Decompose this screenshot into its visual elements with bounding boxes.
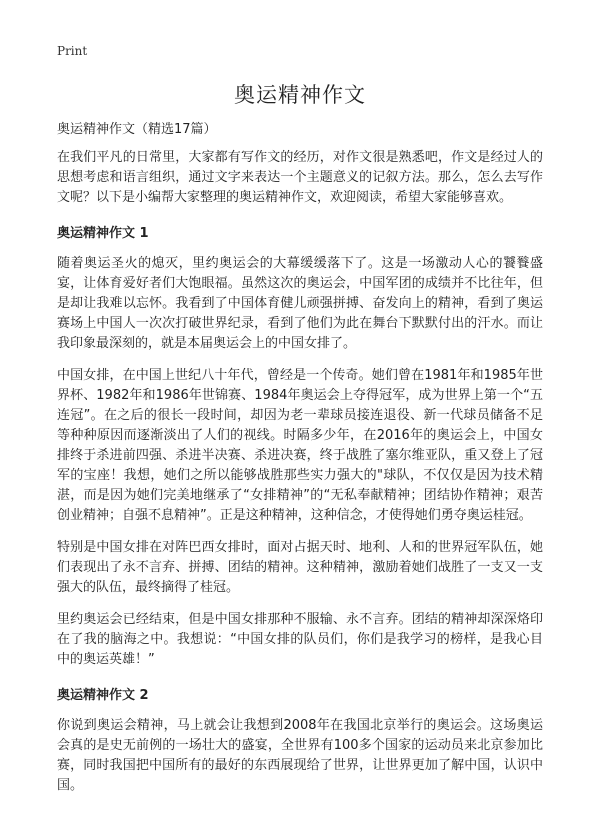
intro-paragraph: 在我们平凡的日常里，大家都有写作文的经历，对作文很是熟悉吧，作文是经过人的思想考虑和语言组织，通过文字来表达一个主题意义的记叙方法。那么，怎么去写作文呢？以下是小编帮大家整理的奥运精神作文，欢迎阅读，希望大家能够喜欢。 — [57, 150, 543, 205]
section-1-paragraph-1: 随着奥运圣火的熄灭，里约奥运会的大幕缓缓落下了。这是一场激动人心的饕餮盛宴，让体育爱好者们大饱眼福。虽然这次的奥运会，中国军团的成绩并不比往年，但是却让我难以忘怀。我看到了中国体育健儿顽强拼搏、奋发向上的精神，看到了奥运赛场上中国人一次次打破世界纪录，看到了他们为此在舞台下默默付出的汗水。而让我印象最深刻的，就是本届奥运会上的中国女排了。 — [57, 256, 543, 351]
article-subtitle: 奥运精神作文（精选17篇） — [57, 122, 217, 137]
article-body — [57, 120, 543, 808]
section-heading-2: 奥运精神作文 2 — [57, 688, 149, 703]
page-title: 奥运精神作文 — [234, 83, 366, 107]
section-2-paragraph-1: 你说到奥运会精神，马上就会让我想到2008年在我国北京举行的奥运会。这场奥运会真的是史无前例的一场壮大的盛宴，全世界有100多个国家的运动员来北京参加比赛，同时我国把中国所有的最好的东西展现给了世界，让世界更加了解中国，认识中国。 — [57, 718, 543, 793]
section-heading-1: 奥运精神作文 1 — [57, 226, 149, 241]
section-1-paragraph-4: 里约奥运会已经结束，但是中国女排那种不服输、永不言弃。团结的精神却深深烙印在了我的脑海之中。我想说：“中国女排的队员们，你们是我学习的榜样，是我心目中的奥运英雄！” — [57, 612, 543, 667]
section-1-paragraph-2: 中国女排，在中国上世纪八十年代，曾经是一个传奇。她们曾在1981年和1985年世界杯、1982年和1986年世锦赛、1984年奥运会上夺得冠军，成为世界上第一个“五连冠”。在之后的很长一段时间，却因为老一辈球员接连退役、新一代球员储备不足等种种原因而逐渐淡出了人们的视线。时隔多少年，在2016年的奥运会上，中国女排终于杀进前四强、杀进半决赛、杀进决赛，终于战胜了塞尔维亚队，重又登上了冠军的宝座！我想，她们之所以能够战胜那些实力强大的"球队，不仅仅是因为技术精湛，而是因为她们完美地继承了“女排精神”的“无私奉献精神；团结协作精神；艰苦创业精神；自强不息精神”。正是这种精神，这种信念，才使得她们勇夺奥运桂冠。 — [57, 368, 543, 523]
section-1-paragraph-3: 特别是中国女排在对阵巴西女排时，面对占据天时、地利、人和的世界冠军队伍，她们表现出了永不言弃、拼搏、团结的精神。这种精神，激励着她们战胜了一支又一支强大的队伍，最终摘得了桂冠。 — [57, 540, 543, 595]
print-link[interactable]: Print — [57, 44, 88, 58]
